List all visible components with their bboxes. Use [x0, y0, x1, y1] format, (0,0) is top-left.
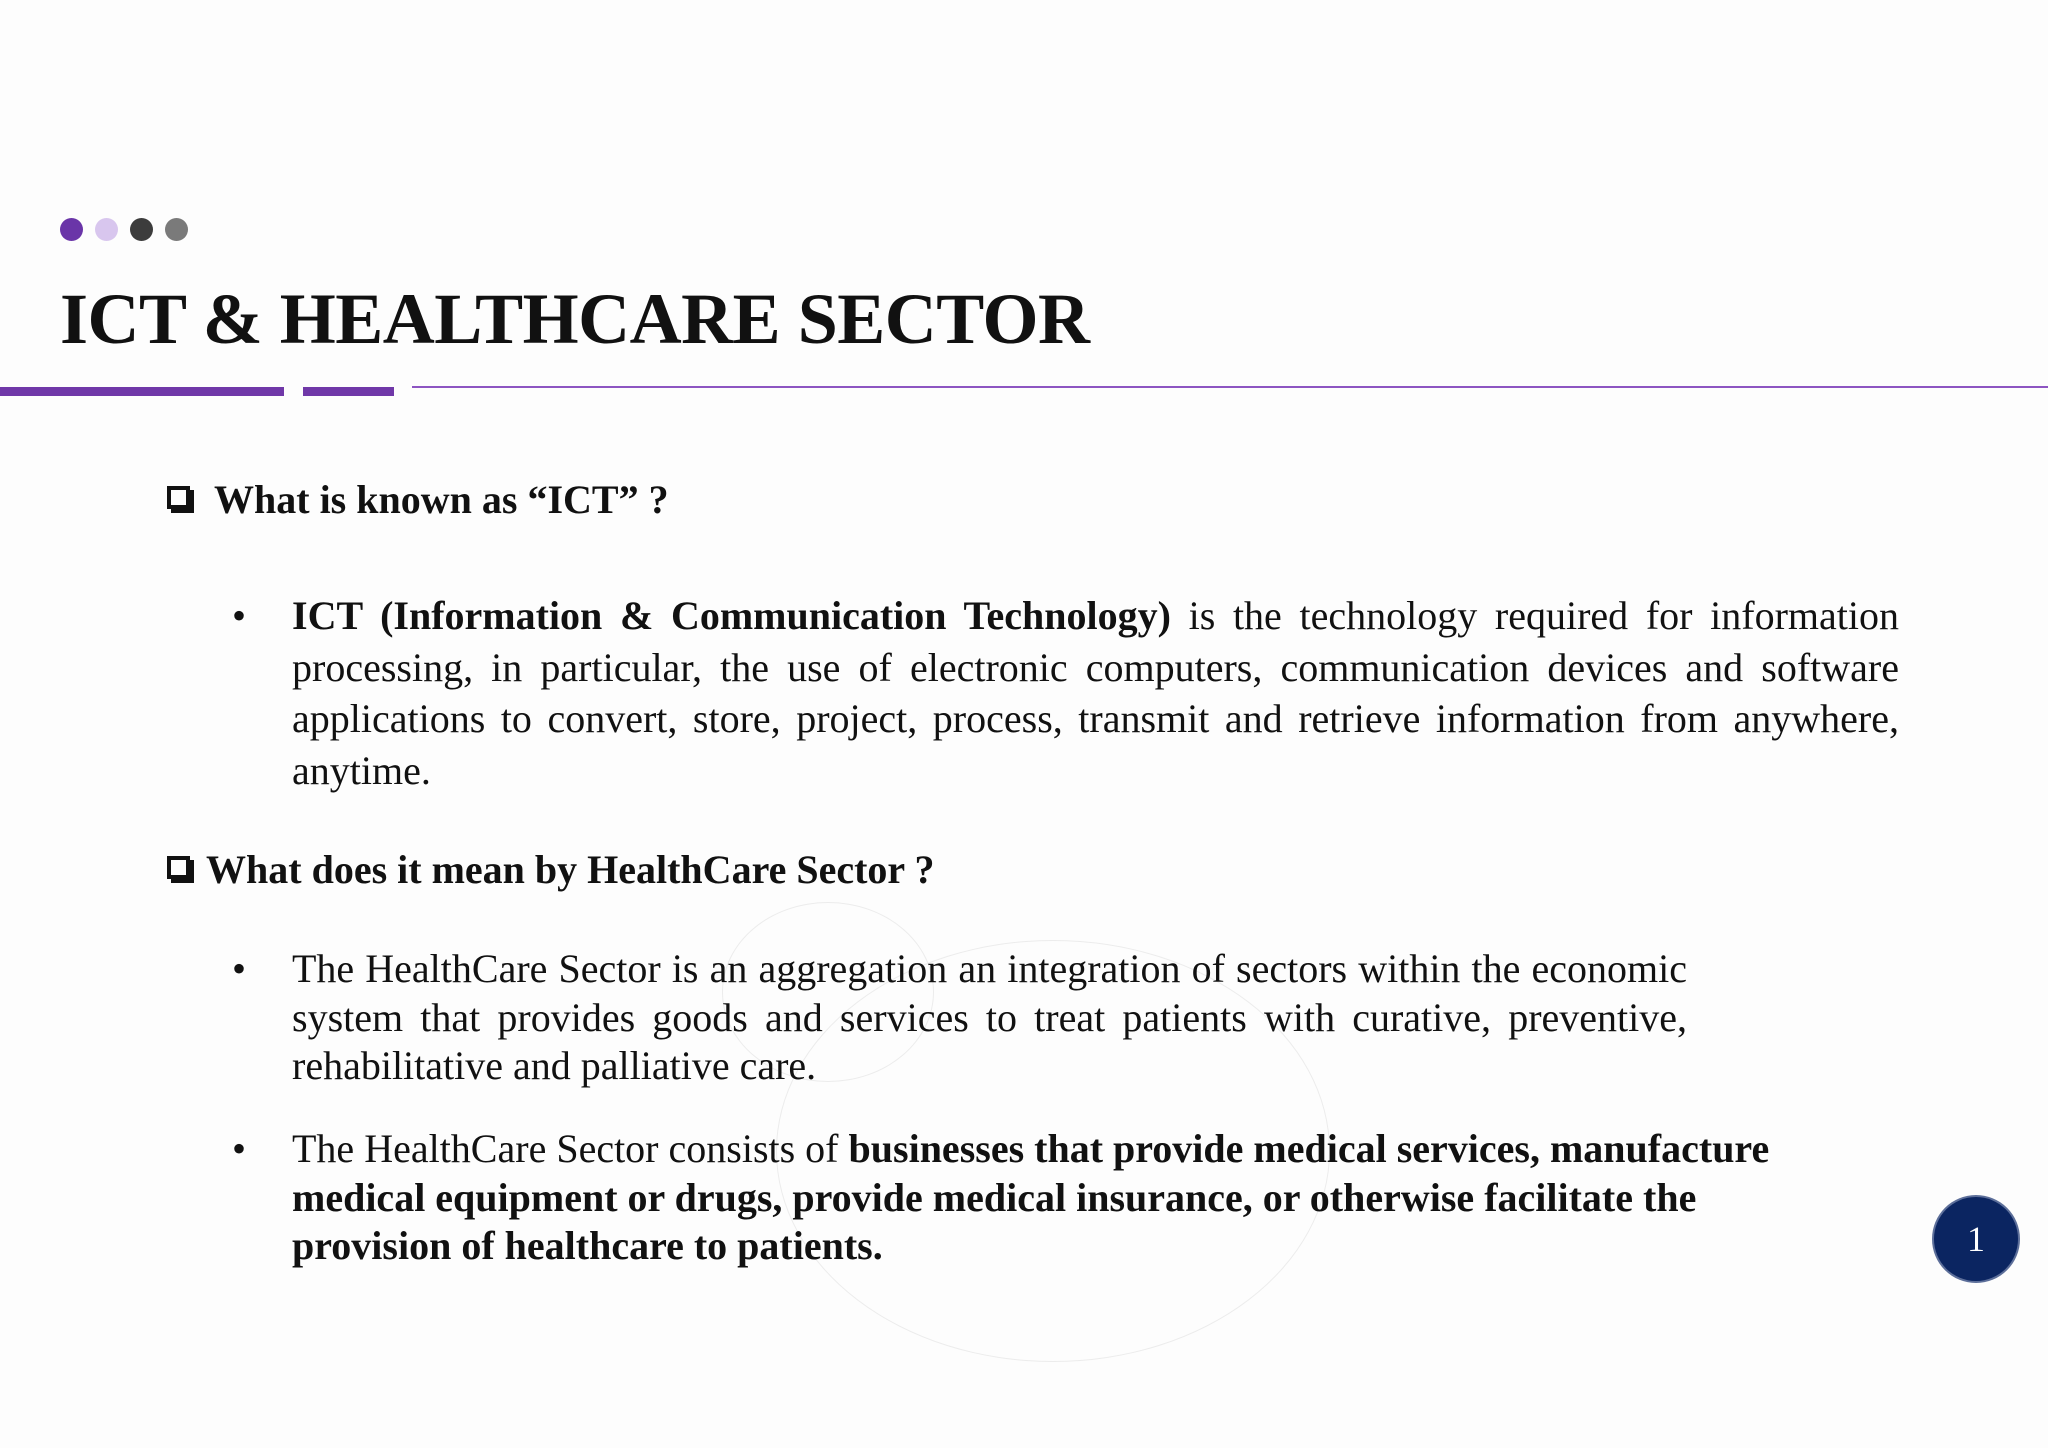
bullet-dot-icon: •: [232, 593, 247, 638]
ict-definition-bullet: [232, 590, 1899, 796]
page-number-badge: [1934, 1197, 2018, 1281]
section-heading-healthcare: [167, 846, 934, 893]
healthcare-composition-detail: businesses that provide medical services, manufacture medical equipment or drugs, provide medical insurance, or otherwise facilitate the provision of healthcare to patients.: [292, 1126, 1770, 1268]
healthcare-definition-text: The HealthCare Sector is an aggregation an integration of sectors within the economic system that provides goods and services to treat patients with curative, preventive, rehabilitative and palliative care.: [292, 946, 1687, 1088]
healthcare-composition-text: [292, 1125, 1812, 1271]
section-heading-healthcare-text: What does it mean by HealthCare Sector ?: [206, 847, 935, 892]
decorative-dots: [60, 218, 188, 241]
title-underline-segment-1: [0, 387, 284, 396]
bullet-dot-icon: •: [232, 946, 247, 991]
ict-description: is the technology required for information processing, in particular, the use of electronic computers, communication devices and software applications to convert, store, project, process, transmit and retrieve information from anywhere, anytime.: [292, 593, 1899, 793]
page-number: 1: [1967, 1219, 1985, 1259]
ict-term: ICT (Information & Communication Technology): [292, 593, 1171, 638]
dot-dark-gray: [130, 218, 153, 241]
checkbox-bullet-icon: [167, 486, 190, 509]
healthcare-composition-bullet: [232, 1125, 1812, 1271]
healthcare-composition-intro: The HealthCare Sector consists of: [292, 1126, 849, 1171]
title-underline-segment-2: [303, 387, 394, 396]
dot-gray: [165, 218, 188, 241]
checkbox-bullet-icon: [167, 856, 190, 879]
bullet-dot-icon: •: [232, 1126, 247, 1171]
dot-lavender: [95, 218, 118, 241]
ict-definition-text: [292, 590, 1899, 796]
dot-purple: [60, 218, 83, 241]
title-underline-line: [412, 386, 2048, 388]
section-heading-ict-text: What is known as “ICT” ?: [214, 477, 669, 522]
section-heading-ict: [167, 476, 669, 523]
slide-title: ICT & HEALTHCARE SECTOR: [60, 279, 1090, 359]
healthcare-definition-bullet: [232, 945, 1687, 1091]
